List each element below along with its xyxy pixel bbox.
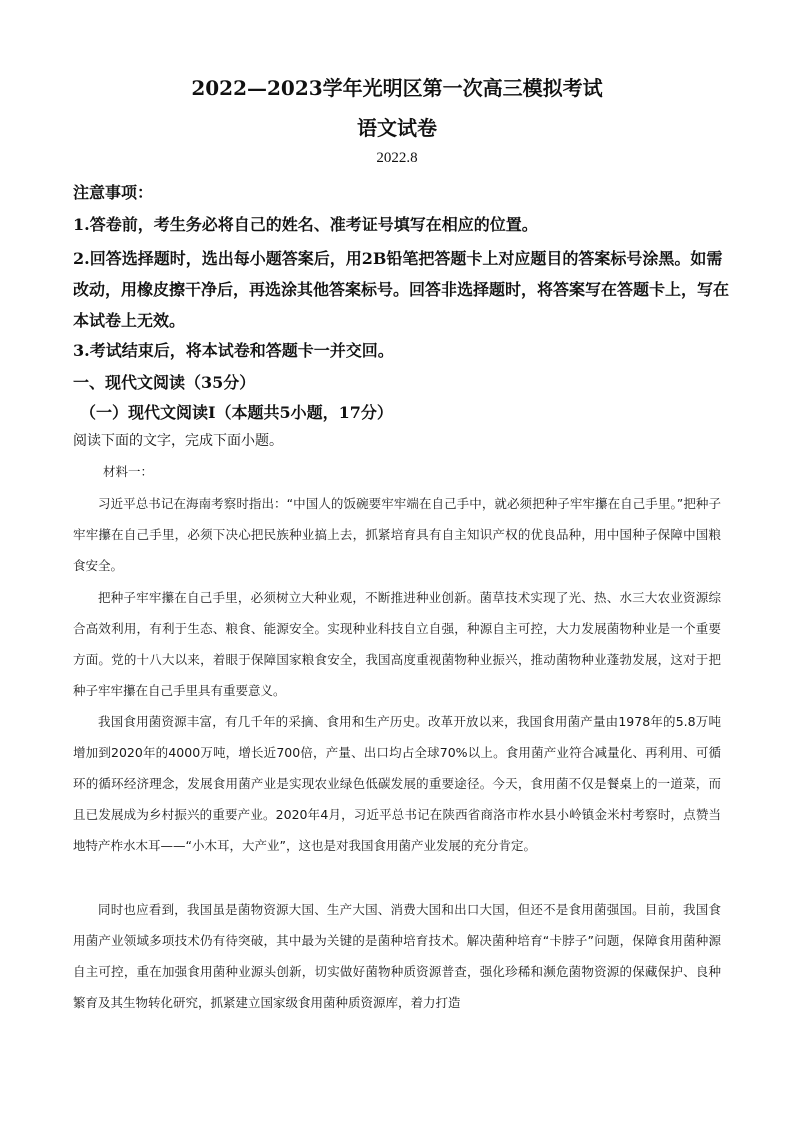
section-title: 一、现代文阅读（35分） <box>73 373 256 392</box>
section-subtitle: （一）现代文阅读Ⅰ（本题共5小题，17分） <box>80 403 393 422</box>
exam-subject: 语文试卷 <box>357 116 437 140</box>
notice-heading: 注意事项： <box>73 183 154 202</box>
paragraph-3: 我国食用菌资源丰富，有几千年的采摘、食用和生产历史。改革开放以来，我国食用菌产量由1978年的5.8万吨增加到2020年的4000万吨，增长近700倍，产量、出口均占全球70%以上。食用菌产业符合减量化、再利用、可循环的循环经济理念，发展食用菌产业是实现农业绿色低碳发展的重要途径。今天，食用菌不仅是餐桌上的一道菜，而且已发展成为乡村振兴的重要产业。2020年4月，习近平总书记在陕西省商洛市柞水县小岭镇金米村考察时，点赞当地特产柞水木耳——“小木耳，大产业”，这也是对我国食用菌产业发展的充分肯定。 <box>73 714 721 853</box>
exam-date: 2022.8 <box>376 150 418 166</box>
paragraph-4: 同时也应看到，我国虽是菌物资源大国、生产大国、消费大国和出口大国，但还不是食用菌强国。目前，我国食用菌产业领域多项技术仍有待突破，其中最为关键的是菌种培育技术。解决菌种培育“卡脖子”问题，保障食用菌种源自主可控，重在加强食用菌种业源头创新，切实做好菌物种质资源普查，强化珍稀和濒危菌物资源的保藏保护、良种繁育及其生物转化研究，抓紧建立国家级食用菌种质资源库，着力打造 <box>73 902 721 1010</box>
paragraph-2: 把种子牢牢攥在自己手里，必须树立大种业观，不断推进种业创新。菌草技术实现了光、热、水三大农业资源综合高效利用，有利于生态、粮食、能源安全。实现种业科技自立自强，种源自主可控，大力发展菌物种业是一个重要方面。党的十八大以来，着眼于保障国家粮食安全，我国高度重视菌物种业振兴，推动菌物种业蓬勃发展，这对于把种子牢牢攥在自己手里具有重要意义。 <box>73 590 721 698</box>
reading-instruction: 阅读下面的文字，完成下面小题。 <box>73 433 283 449</box>
material-label: 材料一： <box>103 464 154 479</box>
paragraph-1: 习近平总书记在海南考察时指出：“中国人的饭碗要牢牢端在自己手中，就必须把种子牢牢攥在自己手里。”把种子牢牢攥在自己手里，必须下决心把民族种业搞上去，抓紧培育具有自主知识产权的优良品种，用中国种子保障中国粮食安全。 <box>73 496 721 573</box>
notice-item-1: 1.答卷前，考生务必将自己的姓名、准考证号填写在相应的位置。 <box>73 215 538 234</box>
exam-title: 2022—2023学年光明区第一次高三模拟考试 <box>191 76 603 100</box>
notice-item-3: 3.考试结束后，将本试卷和答题卡一并交回。 <box>73 341 394 360</box>
notice-item-2: 2.回答选择题时，选出每小题答案后，用2B铅笔把答题卡上对应题目的答案标号涂黑。如需改动，用橡皮擦干净后，再选涂其他答案标号。回答非选择题时，将答案写在答题卡上，写在本试卷上无效。 <box>73 249 730 330</box>
